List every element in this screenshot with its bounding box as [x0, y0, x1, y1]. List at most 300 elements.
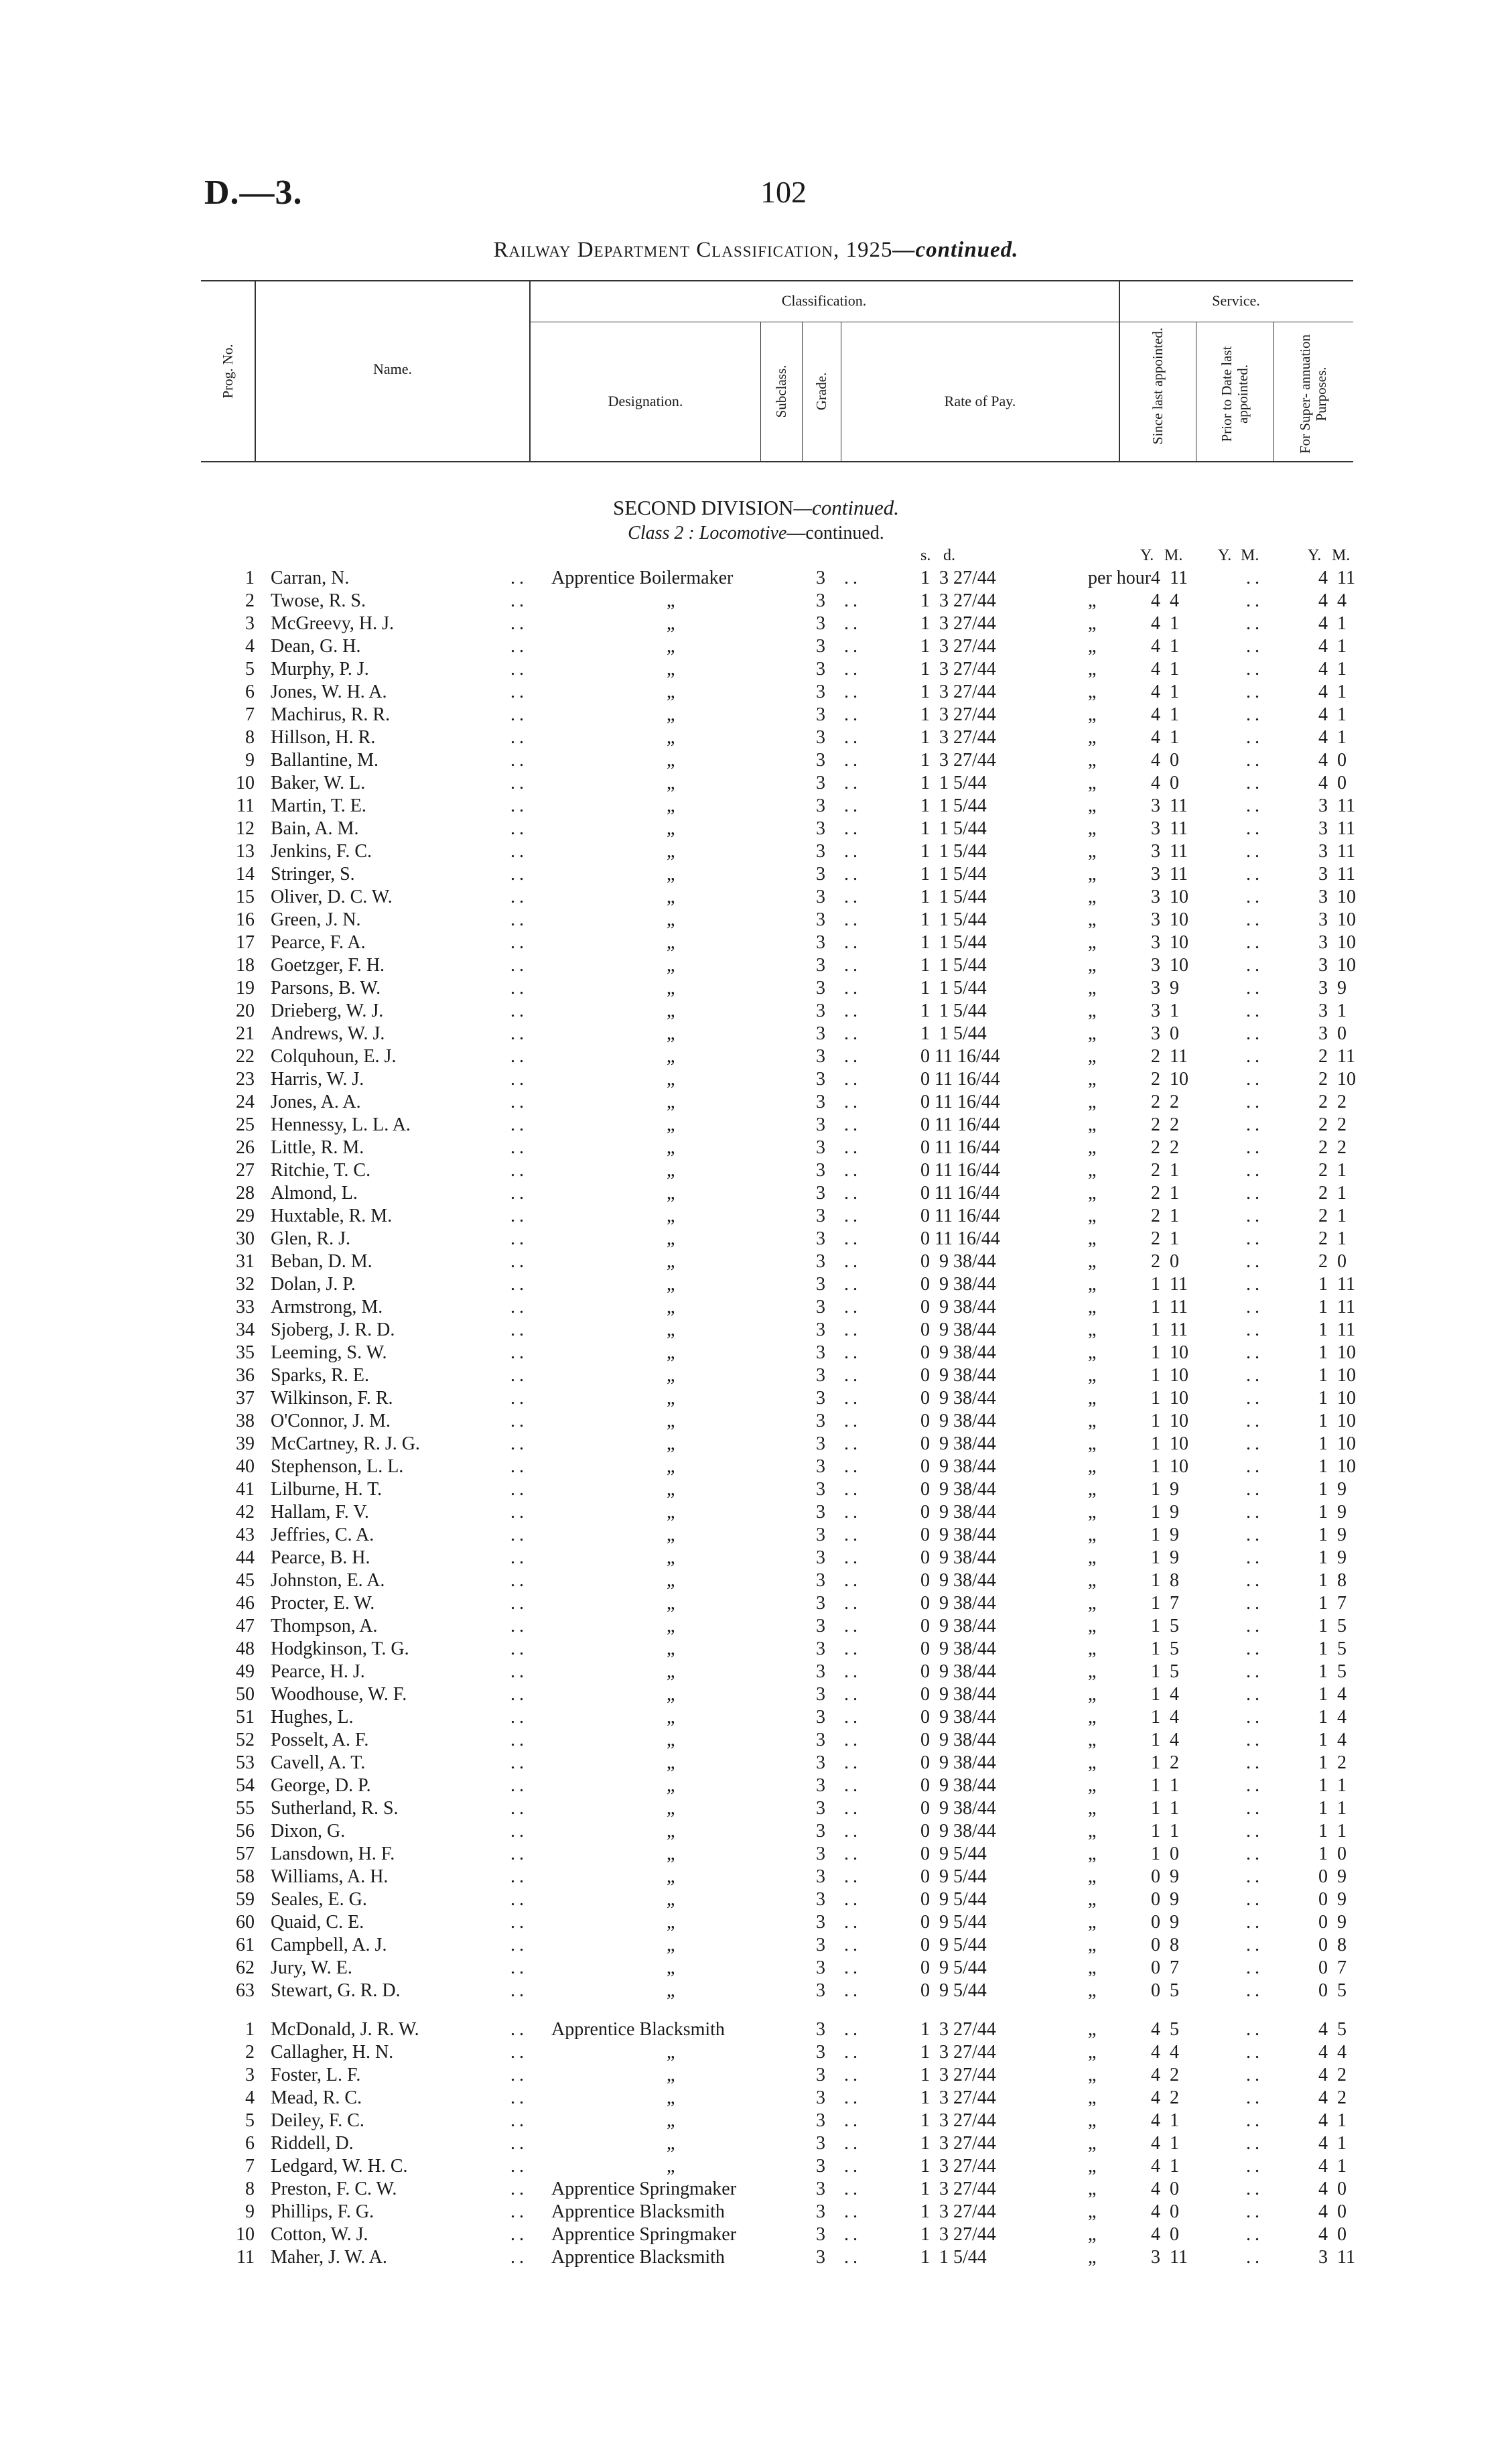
service-months: 5	[1170, 2019, 1179, 2040]
service-years: 1	[1151, 1707, 1160, 1728]
leader-dots: ..	[1246, 1183, 1263, 1204]
leader-dots: ..	[1246, 1638, 1263, 1659]
super-years: 2	[1318, 1092, 1328, 1112]
rate-of-pay: 0 9 38/44	[920, 1638, 996, 1659]
unit-shillings: s.	[920, 547, 931, 564]
leader-dots: ..	[844, 682, 862, 702]
super-years: 4	[1318, 659, 1328, 679]
prog-no: 3	[245, 613, 255, 634]
subclass: 3	[816, 1228, 825, 1249]
super-years: 0	[1318, 1866, 1328, 1887]
super-months: 10	[1337, 887, 1356, 907]
leader-dots: ..	[1246, 1456, 1263, 1477]
super-years: 4	[1318, 727, 1328, 748]
super-months: 1	[1337, 1821, 1347, 1841]
leader-dots: ..	[844, 1730, 862, 1750]
subclass: 3	[816, 1023, 825, 1044]
super-months: 10	[1337, 1433, 1356, 1454]
leader-dots: ..	[510, 1342, 528, 1363]
rate-unit: „	[1088, 2019, 1097, 2040]
leader-dots: ..	[1246, 1479, 1263, 1500]
prog-no: 10	[236, 2224, 255, 2245]
service-months: 11	[1170, 864, 1188, 885]
leader-dots: ..	[510, 1798, 528, 1819]
table-row	[201, 1843, 1353, 1866]
super-months: 1	[1337, 2156, 1347, 2177]
table-row	[201, 567, 1353, 590]
prog-no: 39	[236, 1433, 255, 1454]
rate-unit: „	[1088, 2110, 1097, 2131]
rate-of-pay: 0 9 38/44	[920, 1661, 996, 1682]
rate-of-pay: 0 9 5/44	[920, 1912, 987, 1933]
service-months: 9	[1170, 1547, 1179, 1568]
employee-name: Carran, N.	[271, 568, 350, 588]
header-since-last-appointed: Since last appointed.	[1150, 327, 1166, 445]
rate-of-pay: 1 3 27/44	[920, 590, 996, 611]
service-years: 2	[1151, 1206, 1160, 1226]
unit-years: Y.	[1308, 547, 1322, 564]
subclass: 3	[816, 1707, 825, 1728]
leader-dots: ..	[844, 1752, 862, 1773]
super-months: 10	[1337, 1456, 1356, 1477]
subclass: 3	[816, 1479, 825, 1500]
service-months: 10	[1170, 1342, 1188, 1363]
rate-unit: „	[1088, 1843, 1097, 1864]
leader-dots: ..	[1246, 2065, 1263, 2085]
subclass: 3	[816, 659, 825, 679]
subclass: 3	[816, 978, 825, 998]
service-years: 0	[1151, 1957, 1160, 1978]
rate-unit: „	[1088, 2087, 1097, 2108]
service-months: 10	[1170, 887, 1188, 907]
leader-dots: ..	[1246, 568, 1263, 588]
service-months: 9	[1170, 1866, 1179, 1887]
super-months: 1	[1337, 1183, 1347, 1204]
service-years: 0	[1151, 1889, 1160, 1910]
employee-name: Stephenson, L. L.	[271, 1456, 404, 1477]
service-years: 1	[1151, 1274, 1160, 1295]
header-bottom-rule	[201, 461, 1353, 462]
leader-dots: ..	[844, 1593, 862, 1614]
leader-dots: ..	[510, 2133, 528, 2154]
header-grade: Grade.	[813, 372, 829, 411]
rate-unit: „	[1088, 1525, 1097, 1545]
rate-unit: „	[1088, 590, 1097, 611]
page-number: 102	[760, 175, 807, 209]
employee-name: Oliver, D. C. W.	[271, 887, 393, 907]
rate-unit: „	[1088, 1365, 1097, 1386]
rate-unit: „	[1088, 1570, 1097, 1591]
title-main: Railway Department Classification,	[493, 238, 840, 262]
leader-dots: ..	[1246, 2133, 1263, 2154]
leader-dots: ..	[510, 1411, 528, 1431]
subclass: 3	[816, 2224, 825, 2245]
rate-of-pay: 0 11 16/44	[920, 1183, 1000, 1204]
rate-unit: „	[1088, 1137, 1097, 1158]
leader-dots: ..	[510, 1616, 528, 1636]
designation: „	[667, 682, 675, 702]
employee-name: McGreevy, H. J.	[271, 613, 395, 634]
prog-no: 2	[245, 590, 255, 611]
leader-dots: ..	[844, 978, 862, 998]
super-years: 1	[1318, 1547, 1328, 1568]
table-row	[201, 1250, 1353, 1273]
rate-unit: „	[1088, 773, 1097, 793]
employee-name: Campbell, A. J.	[271, 1935, 387, 1955]
service-months: 0	[1170, 2201, 1179, 2222]
class-label: Class 2 :	[628, 523, 695, 543]
leader-dots: ..	[1246, 978, 1263, 998]
table-row	[201, 1000, 1353, 1023]
employee-name: Harris, W. J.	[271, 1069, 364, 1090]
prog-no: 34	[236, 1319, 255, 1340]
employee-name: Procter, E. W.	[271, 1593, 375, 1614]
employee-name: Jones, A. A.	[271, 1092, 361, 1112]
rate-of-pay: 0 9 38/44	[920, 1433, 996, 1454]
rate-of-pay: 0 9 38/44	[920, 1775, 996, 1796]
super-years: 4	[1318, 773, 1328, 793]
leader-dots: ..	[1246, 2087, 1263, 2108]
super-months: 2	[1337, 1752, 1347, 1773]
leader-dots: ..	[844, 1616, 862, 1636]
service-years: 4	[1151, 704, 1160, 725]
super-years: 1	[1318, 1821, 1328, 1841]
prog-no: 11	[236, 2247, 255, 2268]
leader-dots: ..	[510, 1388, 528, 1409]
service-months: 7	[1170, 1957, 1179, 1978]
leader-dots: ..	[844, 1342, 862, 1363]
table-row	[201, 2201, 1353, 2223]
designation: „	[667, 955, 675, 976]
rate-unit: „	[1088, 978, 1097, 998]
rate-of-pay: 1 3 27/44	[920, 2087, 996, 2108]
designation: „	[667, 864, 675, 885]
rate-unit: „	[1088, 1433, 1097, 1454]
subclass: 3	[816, 932, 825, 953]
subclass: 3	[816, 887, 825, 907]
rate-of-pay: 0 11 16/44	[920, 1228, 1000, 1249]
designation: „	[667, 1798, 675, 1819]
designation: „	[667, 1228, 675, 1249]
service-months: 9	[1170, 1912, 1179, 1933]
super-years: 4	[1318, 590, 1328, 611]
prog-no: 14	[236, 864, 255, 885]
super-months: 0	[1337, 750, 1347, 771]
rate-unit: „	[1088, 1593, 1097, 1614]
prog-no: 51	[236, 1707, 255, 1728]
subclass: 3	[816, 1388, 825, 1409]
leader-dots: ..	[1246, 864, 1263, 885]
subclass: 3	[816, 2110, 825, 2131]
header-superannuation: For Super- annuation Purposes.	[1297, 334, 1329, 454]
service-months: 11	[1170, 1297, 1188, 1317]
designation: „	[667, 1547, 675, 1568]
leader-dots: ..	[510, 1707, 528, 1728]
rate-unit: per hour	[1088, 568, 1152, 588]
employee-name: Twose, R. S.	[271, 590, 366, 611]
table-row	[201, 2132, 1353, 2155]
super-months: 7	[1337, 1593, 1347, 1614]
subclass: 3	[816, 1297, 825, 1317]
leader-dots: ..	[510, 1935, 528, 1955]
leader-dots: ..	[844, 795, 862, 816]
service-years: 2	[1151, 1069, 1160, 1090]
leader-dots: ..	[510, 1752, 528, 1773]
prog-no: 47	[236, 1616, 255, 1636]
header-prior-to-date: Prior to Date last appointed.	[1219, 346, 1251, 442]
employee-name: Huxtable, R. M.	[271, 1206, 393, 1226]
service-months: 5	[1170, 1616, 1179, 1636]
service-years: 4	[1151, 2065, 1160, 2085]
super-years: 3	[1318, 864, 1328, 885]
unit-months: M.	[1332, 547, 1351, 564]
header-rate-of-pay: Rate of Pay.	[944, 393, 1016, 409]
designation: „	[667, 1730, 675, 1750]
leader-dots: ..	[844, 2065, 862, 2085]
leader-dots: ..	[844, 864, 862, 885]
service-years: 1	[1151, 1661, 1160, 1682]
super-years: 1	[1318, 1798, 1328, 1819]
table-row	[201, 1455, 1356, 1478]
leader-dots: ..	[844, 1319, 862, 1340]
super-months: 11	[1337, 1319, 1355, 1340]
leader-dots: ..	[1246, 1206, 1263, 1226]
service-months: 1	[1170, 1000, 1179, 1021]
service-years: 1	[1151, 1365, 1160, 1386]
subclass: 3	[816, 1433, 825, 1454]
service-years: 4	[1151, 2224, 1160, 2245]
table-row	[201, 1797, 1353, 1820]
service-years: 4	[1151, 727, 1160, 748]
prog-no: 8	[245, 2179, 255, 2199]
table-row	[201, 1228, 1353, 1250]
subclass: 3	[816, 1411, 825, 1431]
table-row	[201, 1774, 1353, 1797]
leader-dots: ..	[510, 2065, 528, 2085]
rate-of-pay: 0 9 38/44	[920, 1274, 996, 1295]
leader-dots: ..	[1246, 1046, 1263, 1067]
subclass: 3	[816, 1775, 825, 1796]
unit-months: M.	[1241, 547, 1259, 564]
super-years: 4	[1318, 750, 1328, 771]
leader-dots: ..	[510, 1775, 528, 1796]
super-months: 1	[1337, 682, 1347, 702]
rate-unit: „	[1088, 1616, 1097, 1636]
leader-dots: ..	[510, 1069, 528, 1090]
prog-no: 25	[236, 1114, 255, 1135]
super-years: 3	[1318, 841, 1328, 862]
header-subclass: Subclass.	[773, 365, 789, 418]
prog-no: 18	[236, 955, 255, 976]
service-months: 1	[1170, 2110, 1179, 2131]
leader-dots: ..	[1246, 1114, 1263, 1135]
leader-dots: ..	[1246, 1980, 1263, 2001]
employee-name: Riddell, D.	[271, 2133, 354, 2154]
leader-dots: ..	[510, 636, 528, 657]
super-years: 4	[1318, 613, 1328, 634]
prog-no: 56	[236, 1821, 255, 1841]
rate-of-pay: 0 9 38/44	[920, 1388, 996, 1409]
table-row	[201, 840, 1353, 863]
service-years: 3	[1151, 2247, 1160, 2268]
table-row	[201, 1615, 1353, 1638]
super-months: 1	[1337, 2110, 1347, 2131]
super-years: 3	[1318, 1023, 1328, 1044]
service-months: 10	[1170, 955, 1188, 976]
super-months: 0	[1337, 2179, 1347, 2199]
service-months: 4	[1170, 590, 1179, 611]
leader-dots: ..	[510, 1730, 528, 1750]
service-years: 1	[1151, 1843, 1160, 1864]
employee-name: Johnston, E. A.	[271, 1570, 385, 1591]
super-years: 3	[1318, 955, 1328, 976]
designation: Apprentice Blacksmith	[551, 2019, 725, 2040]
super-months: 11	[1337, 1274, 1355, 1295]
leader-dots: ..	[844, 1433, 862, 1454]
super-months: 1	[1337, 1798, 1347, 1819]
super-years: 3	[1318, 818, 1328, 839]
employee-name: Lilburne, H. T.	[271, 1479, 383, 1500]
leader-dots: ..	[510, 2156, 528, 2177]
prog-no: 55	[236, 1798, 255, 1819]
subclass: 3	[816, 2087, 825, 2108]
prog-no: 10	[236, 773, 255, 793]
rate-of-pay: 1 3 27/44	[920, 2042, 996, 2063]
rate-unit: „	[1088, 1957, 1097, 1978]
subclass: 3	[816, 1980, 825, 2001]
rate-of-pay: 1 3 27/44	[920, 659, 996, 679]
super-months: 2	[1337, 1092, 1347, 1112]
super-months: 5	[1337, 1980, 1347, 2001]
header-top-rule	[201, 280, 1353, 281]
table-row	[201, 749, 1353, 772]
super-years: 1	[1318, 1570, 1328, 1591]
service-years: 1	[1151, 1319, 1160, 1340]
super-years: 2	[1318, 1069, 1328, 1090]
leader-dots: ..	[1246, 1502, 1263, 1522]
subclass: 3	[816, 1137, 825, 1158]
service-years: 1	[1151, 1342, 1160, 1363]
leader-dots: ..	[844, 2042, 862, 2063]
subclass: 3	[816, 1206, 825, 1226]
prog-no: 44	[236, 1547, 255, 1568]
table-row	[201, 704, 1353, 726]
prog-no: 49	[236, 1661, 255, 1682]
super-months: 11	[1337, 795, 1355, 816]
leader-dots: ..	[1246, 2156, 1263, 2177]
rate-unit: „	[1088, 932, 1097, 953]
prog-no: 1	[245, 2019, 255, 2040]
leader-dots: ..	[844, 1684, 862, 1705]
leader-dots: ..	[510, 682, 528, 702]
rate-of-pay: 0 9 38/44	[920, 1684, 996, 1705]
service-years: 2	[1151, 1092, 1160, 1112]
designation: Apprentice Blacksmith	[551, 2201, 725, 2222]
table-row	[201, 795, 1353, 818]
rate-of-pay: 0 9 5/44	[920, 1935, 987, 1955]
leader-dots: ..	[1246, 1274, 1263, 1295]
super-months: 0	[1337, 773, 1347, 793]
leader-dots: ..	[510, 1114, 528, 1135]
table-row	[201, 658, 1353, 681]
rate-unit: „	[1088, 1274, 1097, 1295]
rate-of-pay: 0 9 38/44	[920, 1456, 996, 1477]
service-years: 1	[1151, 1593, 1160, 1614]
leader-dots: ..	[1246, 727, 1263, 748]
table-row	[201, 1023, 1353, 1045]
rate-unit: „	[1088, 818, 1097, 839]
subclass: 3	[816, 1069, 825, 1090]
employee-name: McCartney, R. J. G.	[271, 1433, 420, 1454]
service-months: 1	[1170, 727, 1179, 748]
table-row	[201, 1137, 1353, 1159]
super-months: 9	[1337, 1479, 1347, 1500]
super-years: 4	[1318, 2156, 1328, 2177]
leader-dots: ..	[844, 568, 862, 588]
service-years: 3	[1151, 795, 1160, 816]
leader-dots: ..	[1246, 909, 1263, 930]
employee-name: Posselt, A. F.	[271, 1730, 369, 1750]
service-months: 0	[1170, 1843, 1179, 1864]
super-months: 2	[1337, 1137, 1347, 1158]
table-row	[201, 1911, 1353, 1934]
leader-dots: ..	[844, 1707, 862, 1728]
subclass: 3	[816, 1046, 825, 1067]
rate-unit: „	[1088, 1411, 1097, 1431]
leader-dots: ..	[510, 1319, 528, 1340]
super-years: 3	[1318, 795, 1328, 816]
employee-name: Quaid, C. E.	[271, 1912, 364, 1933]
service-years: 3	[1151, 887, 1160, 907]
leader-dots: ..	[844, 1661, 862, 1682]
rate-of-pay: 1 1 5/44	[920, 909, 987, 930]
super-months: 1	[1337, 1228, 1347, 1249]
employee-name: Martin, T. E.	[271, 795, 366, 816]
leader-dots: ..	[844, 1570, 862, 1591]
prog-no: 4	[245, 636, 255, 657]
designation: „	[667, 1319, 675, 1340]
designation: „	[667, 2110, 675, 2131]
designation: „	[667, 1775, 675, 1796]
table-row	[201, 1820, 1353, 1843]
rate-unit: „	[1088, 1502, 1097, 1522]
designation: „	[667, 1251, 675, 1272]
super-years: 1	[1318, 1593, 1328, 1614]
super-years: 4	[1318, 2201, 1328, 2222]
service-months: 2	[1170, 1137, 1179, 1158]
leader-dots: ..	[844, 2224, 862, 2245]
employee-name: Sjoberg, J. R. D.	[271, 1319, 395, 1340]
rate-unit: „	[1088, 1661, 1097, 1682]
service-years: 4	[1151, 682, 1160, 702]
employee-name: Sparks, R. E.	[271, 1365, 369, 1386]
service-months: 4	[1170, 1684, 1179, 1705]
super-years: 4	[1318, 704, 1328, 725]
service-years: 4	[1151, 568, 1160, 588]
subclass: 3	[816, 1661, 825, 1682]
table-row	[201, 1501, 1353, 1524]
prog-no: 20	[236, 1000, 255, 1021]
table-row	[201, 1342, 1356, 1364]
super-months: 1	[1337, 636, 1347, 657]
designation: Apprentice Blacksmith	[551, 2247, 725, 2268]
leader-dots: ..	[1246, 1616, 1263, 1636]
employee-name: Hughes, L.	[271, 1707, 354, 1728]
subclass: 3	[816, 864, 825, 885]
service-months: 1	[1170, 1821, 1179, 1841]
rate-unit: „	[1088, 864, 1097, 885]
service-months: 11	[1170, 841, 1188, 862]
